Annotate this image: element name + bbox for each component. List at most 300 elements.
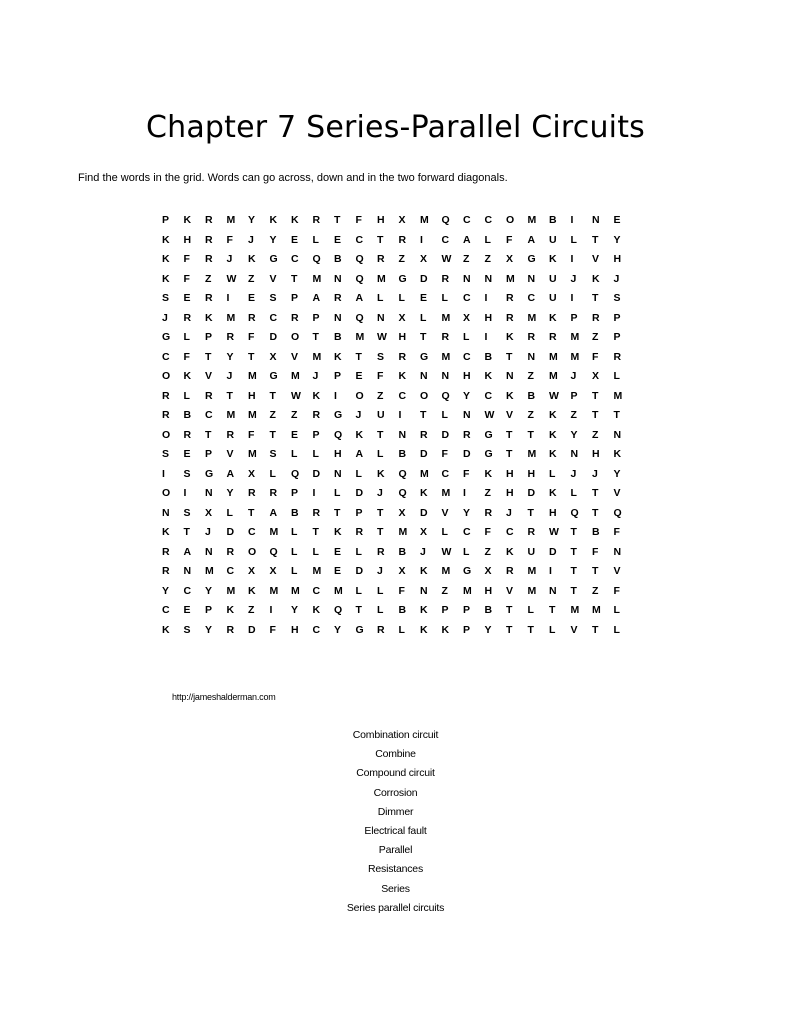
grid-letter: M (549, 370, 558, 382)
grid-letter: N (613, 428, 622, 441)
grid-letter: L (441, 292, 448, 304)
grid-letter: R (592, 311, 600, 324)
grid-letter: G (463, 565, 472, 577)
grid-letter: H (248, 389, 256, 402)
word-search-grid (162, 211, 637, 640)
grid-letter: R (420, 428, 428, 441)
grid-letter: Y (226, 350, 234, 363)
grid-letter: M (420, 467, 429, 480)
grid-letter: C (162, 350, 170, 363)
grid-letter: I (334, 389, 337, 402)
grid-letter: B (183, 409, 192, 421)
grid-letter: M (570, 350, 580, 363)
grid-letter: C (484, 389, 493, 402)
grid-letter: V (570, 623, 578, 636)
grid-letter: K (506, 545, 514, 558)
grid-letter: Y (613, 233, 621, 246)
grid-letter: R (162, 545, 170, 558)
grid-letter: L (613, 623, 620, 636)
grid-letter: J (420, 545, 426, 558)
grid-letter: N (506, 370, 514, 382)
grid-letter: T (334, 214, 341, 226)
grid-letter: T (592, 623, 599, 636)
grid-letter: R (248, 487, 256, 499)
grid-letter: O (506, 214, 515, 226)
instructions-text: Find the words in the grid. Words can go across, down and in the two forward diagonals. (78, 172, 508, 184)
grid-letter: S (269, 448, 277, 460)
grid-letter: L (441, 409, 448, 421)
grid-letter: G (269, 253, 278, 265)
grid-letter: L (549, 623, 556, 636)
grid-letter: R (334, 292, 342, 304)
grid-letter: Y (463, 389, 471, 402)
grid-letter: Q (269, 545, 278, 558)
grid-letter: J (355, 409, 362, 421)
grid-letter: A (312, 292, 321, 304)
grid-letter: I (570, 253, 574, 265)
grid-letter: R (613, 350, 622, 363)
grid-letter: C (463, 214, 471, 226)
grid-letter: T (291, 272, 298, 285)
grid-letter: L (312, 448, 319, 460)
grid-letter: M (527, 584, 537, 597)
grid-letter: Q (312, 253, 321, 265)
grid-letter: C (226, 565, 235, 577)
grid-letter: Z (527, 409, 534, 421)
grid-letter: L (312, 233, 319, 246)
grid-letter: M (226, 311, 236, 324)
grid-letter: S (183, 467, 191, 480)
grid-letter: Q (441, 214, 450, 226)
grid-letter: D (226, 526, 235, 538)
grid-letter: J (248, 233, 254, 246)
grid-letter: D (549, 545, 557, 558)
grid-letter: L (312, 545, 319, 558)
word-list-item: Combination circuit (352, 729, 439, 741)
word-list-item: Series parallel circuits (346, 901, 445, 914)
grid-letter: Z (205, 272, 212, 285)
grid-letter: R (549, 331, 557, 343)
grid-letter: P (441, 604, 449, 616)
grid-letter: I (570, 292, 574, 304)
grid-letter: F (463, 467, 470, 480)
grid-letter: K (420, 565, 428, 577)
grid-letter: T (570, 545, 577, 558)
grid-letter: Z (484, 253, 491, 265)
grid-letter: L (377, 292, 384, 304)
grid-letter: S (377, 350, 385, 363)
grid-letter: F (183, 350, 190, 363)
grid-letter: J (570, 370, 577, 382)
grid-letter: N (183, 565, 192, 577)
grid-letter: L (183, 389, 190, 402)
grid-letter: N (334, 311, 342, 324)
grid-letter: C (441, 467, 450, 480)
grid-letter: G (484, 428, 493, 441)
grid-letter: F (248, 428, 255, 441)
grid-letter: X (592, 370, 600, 382)
grid-letter: L (398, 623, 405, 636)
grid-letter: T (312, 526, 319, 538)
grid-letter: K (549, 409, 557, 421)
grid-letter: P (291, 292, 299, 304)
grid-letter: L (269, 467, 276, 480)
grid-letter: L (355, 467, 362, 480)
grid-letter: T (355, 604, 362, 616)
grid-letter: Z (484, 545, 491, 558)
grid-letter: M (506, 272, 515, 285)
grid-letter: C (463, 526, 471, 538)
grid-letter: M (334, 584, 343, 597)
grid-letter: K (334, 350, 342, 363)
grid-letter: V (291, 350, 299, 363)
grid-letter: M (226, 409, 236, 421)
grid-letter: L (377, 584, 384, 597)
grid-letter: C (183, 584, 192, 597)
grid-letter: L (570, 487, 577, 499)
grid-letter: S (613, 292, 621, 304)
grid-letter: G (162, 331, 171, 343)
word-list-item: Electrical fault (364, 825, 427, 838)
grid-letter: R (484, 506, 493, 519)
grid-letter: X (398, 506, 406, 519)
grid-letter: F (441, 448, 448, 460)
grid-letter: K (420, 604, 428, 616)
grid-letter: M (269, 584, 279, 597)
grid-letter: R (162, 409, 170, 421)
grid-letter: K (248, 253, 256, 265)
grid-letter: R (205, 389, 213, 402)
grid-letter: D (420, 272, 428, 285)
grid-letter: R (269, 487, 278, 499)
grid-letter: R (527, 331, 536, 343)
grid-letter: R (248, 311, 256, 324)
grid-letter: P (613, 331, 621, 343)
grid-letter: M (570, 604, 580, 616)
grid-letter: Z (291, 409, 298, 421)
grid-letter: B (549, 214, 557, 226)
grid-letter: O (420, 389, 429, 402)
grid-letter: L (570, 233, 577, 246)
grid-letter: Y (205, 623, 213, 636)
grid-letter: K (549, 448, 557, 460)
grid-letter: T (527, 623, 534, 636)
word-list-item: Parallel (378, 844, 413, 857)
grid-letter: T (506, 604, 513, 616)
grid-letter: K (162, 526, 170, 538)
grid-letter: C (205, 409, 213, 421)
grid-letter: R (506, 311, 514, 324)
grid-letter: J (162, 311, 168, 324)
grid-letter: H (527, 467, 536, 480)
grid-letter: K (162, 623, 170, 636)
grid-letter: E (291, 428, 299, 441)
word-list-item: Resistances (368, 863, 423, 876)
grid-letter: N (527, 272, 536, 285)
grid-letter: L (355, 545, 362, 558)
grid-letter: M (441, 565, 451, 577)
grid-letter: M (291, 584, 300, 597)
grid-letter: K (312, 389, 321, 402)
grid-letter: K (162, 233, 170, 246)
grid-letter: T (226, 389, 233, 402)
grid-letter: A (183, 545, 192, 558)
grid-letter: L (463, 331, 470, 343)
grid-letter: Q (441, 389, 450, 402)
grid-letter: A (527, 233, 536, 246)
grid-letter: E (183, 448, 191, 460)
grid-letter: B (527, 389, 536, 402)
grid-letter: H (484, 311, 493, 324)
grid-letter: A (463, 233, 471, 246)
grid-letter: U (549, 292, 557, 304)
grid-letter: I (162, 467, 165, 480)
grid-letter: N (463, 272, 471, 285)
grid-letter: F (506, 233, 513, 246)
grid-letter: H (592, 448, 600, 460)
grid-letter: H (463, 370, 471, 382)
grid-letter: H (334, 448, 342, 460)
grid-letter: E (334, 233, 342, 246)
grid-letter: T (269, 389, 276, 402)
grid-letter: T (506, 623, 513, 636)
grid-letter: S (183, 506, 191, 519)
grid-letter: O (248, 545, 257, 558)
grid-letter: N (527, 350, 536, 363)
grid-letter: Z (377, 389, 384, 402)
grid-letter: W (441, 545, 452, 558)
grid-letter: Q (398, 487, 407, 499)
grid-letter: M (355, 331, 365, 343)
grid-letter: N (205, 487, 213, 499)
grid-letter: B (334, 331, 342, 343)
grid-letter: T (506, 448, 513, 460)
grid-letter: G (269, 370, 278, 382)
grid-letter: N (162, 506, 170, 519)
grid-letter: T (592, 487, 599, 499)
grid-letter: Z (441, 584, 448, 597)
grid-letter: M (226, 584, 236, 597)
grid-letter: K (484, 467, 493, 480)
grid-letter: R (377, 253, 385, 265)
grid-letter: C (398, 389, 407, 402)
grid-letter: A (355, 292, 364, 304)
grid-letter: L (291, 448, 298, 460)
grid-letter: B (334, 253, 342, 265)
grid-letter: R (312, 409, 321, 421)
grid-letter: L (398, 292, 405, 304)
grid-letter: R (398, 350, 407, 363)
grid-letter: E (334, 565, 342, 577)
grid-letter: M (398, 526, 408, 538)
grid-letter: N (613, 545, 622, 558)
grid-letter: X (269, 350, 277, 363)
grid-letter: R (183, 428, 192, 441)
grid-letter: W (484, 409, 495, 421)
grid-letter: K (592, 272, 600, 285)
grid-letter: B (398, 604, 407, 616)
grid-letter: O (162, 487, 171, 499)
grid-letter: T (527, 506, 534, 519)
grid-letter: F (355, 214, 362, 226)
grid-letter: T (355, 350, 362, 363)
grid-letter: I (226, 292, 230, 304)
grid-letter: J (226, 253, 233, 265)
grid-letter: D (355, 487, 364, 499)
grid-letter: Q (613, 506, 622, 519)
grid-letter: N (463, 409, 471, 421)
grid-letter: F (613, 526, 620, 538)
grid-letter: T (205, 350, 212, 363)
grid-letter: X (248, 467, 256, 480)
grid-letter: R (398, 233, 407, 246)
grid-letter: Y (291, 604, 299, 616)
grid-letter: R (205, 253, 213, 265)
grid-letter: H (613, 253, 622, 265)
grid-letter: M (420, 214, 429, 226)
grid-letter: Q (355, 272, 364, 285)
grid-letter: M (248, 448, 257, 460)
grid-letter: R (441, 331, 450, 343)
grid-letter: C (312, 584, 321, 597)
grid-letter: T (377, 428, 384, 441)
word-list-item: Corrosion (373, 786, 418, 799)
grid-letter: J (377, 565, 383, 577)
grid-letter: I (312, 487, 316, 499)
grid-letter: F (592, 350, 599, 363)
grid-letter: R (441, 272, 450, 285)
grid-letter: B (484, 604, 493, 616)
grid-letter: M (312, 350, 322, 363)
grid-letter: D (420, 448, 428, 460)
grid-letter: C (463, 292, 471, 304)
grid-letter: R (162, 565, 170, 577)
grid-letter: R (205, 233, 213, 246)
grid-letter: E (355, 370, 363, 382)
grid-letter: Q (355, 253, 364, 265)
grid-letter: E (334, 545, 342, 558)
grid-letter: J (226, 370, 233, 382)
grid-letter: D (312, 467, 321, 480)
grid-letter: Z (570, 409, 577, 421)
grid-letter: M (269, 526, 279, 538)
grid-letter: S (162, 292, 170, 304)
grid-letter: B (398, 448, 407, 460)
grid-letter: T (592, 565, 599, 577)
grid-letter: W (549, 526, 559, 538)
grid-letter: R (226, 545, 235, 558)
grid-letter: F (248, 331, 255, 343)
grid-letter: R (355, 526, 364, 538)
grid-letter: V (592, 253, 600, 265)
grid-letter: E (183, 604, 191, 616)
grid-letter: K (549, 311, 557, 324)
grid-letter: I (269, 604, 273, 616)
grid-letter: I (420, 233, 423, 246)
grid-letter: Y (226, 487, 234, 499)
grid-letter: T (334, 506, 341, 519)
grid-letter: R (506, 565, 514, 577)
grid-letter: Q (398, 467, 407, 480)
grid-letter: A (269, 506, 278, 519)
grid-letter: G (355, 623, 364, 636)
grid-letter: H (291, 623, 299, 636)
grid-letter: P (312, 311, 320, 324)
grid-letter: T (420, 409, 427, 421)
grid-letter: N (377, 311, 385, 324)
grid-letter: R (162, 389, 170, 402)
grid-letter: T (570, 565, 577, 577)
grid-letter: I (549, 565, 552, 577)
grid-letter: O (162, 428, 171, 441)
grid-letter: N (484, 272, 493, 285)
grid-letter: T (420, 331, 427, 343)
grid-letter: X (398, 214, 406, 226)
word-list-item: Combine (375, 748, 416, 761)
grid-letter: R (463, 428, 471, 441)
grid-letter: T (183, 526, 190, 538)
grid-letter: H (398, 331, 407, 343)
grid-letter: T (527, 428, 534, 441)
grid-letter: I (570, 214, 574, 226)
word-list-item: Compound circuit (356, 767, 435, 780)
grid-letter: L (484, 233, 491, 246)
grid-letter: Y (205, 584, 213, 597)
grid-letter: X (484, 565, 492, 577)
grid-letter: L (291, 565, 298, 577)
grid-letter: V (613, 565, 621, 577)
grid-letter: H (484, 584, 493, 597)
grid-letter: L (355, 584, 362, 597)
grid-letter: P (291, 487, 299, 499)
grid-letter: T (592, 233, 599, 246)
grid-letter: L (334, 487, 341, 499)
grid-letter: M (205, 565, 214, 577)
grid-letter: N (420, 370, 428, 382)
grid-letter: N (570, 448, 579, 460)
grid-letter: G (420, 350, 429, 363)
grid-letter: R (226, 331, 235, 343)
grid-letter: P (355, 506, 363, 519)
grid-letter: T (248, 506, 255, 519)
grid-letter: X (420, 526, 428, 538)
grid-letter: J (506, 506, 512, 519)
grid-letter: K (484, 370, 493, 382)
grid-letter: Y (484, 623, 492, 636)
grid-letter: N (420, 584, 428, 597)
grid-letter: K (183, 214, 192, 226)
grid-letter: V (226, 448, 234, 460)
grid-letter: C (527, 292, 536, 304)
grid-letter: V (205, 370, 213, 382)
grid-letter: B (398, 545, 407, 558)
grid-letter: U (377, 409, 385, 421)
grid-letter: Z (248, 272, 255, 285)
grid-letter: M (441, 311, 451, 324)
grid-letter: I (398, 409, 402, 421)
grid-letter: F (484, 526, 491, 538)
grid-letter: J (570, 467, 577, 480)
grid-letter: D (248, 623, 256, 636)
grid-letter: O (355, 389, 364, 402)
grid-letter: C (248, 526, 256, 538)
grid-letter: Q (334, 428, 343, 441)
grid-letter: L (377, 448, 384, 460)
grid-letter: K (549, 487, 557, 499)
grid-letter: S (183, 623, 191, 636)
page-title: Chapter 7 Series-Parallel Circuits (145, 110, 646, 145)
grid-letter: K (420, 487, 428, 499)
